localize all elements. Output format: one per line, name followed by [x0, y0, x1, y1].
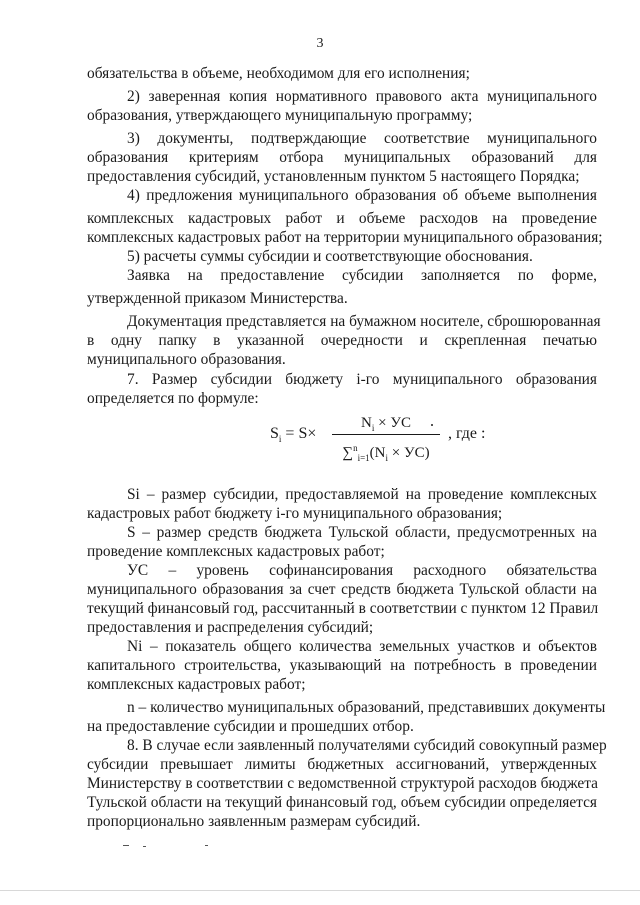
text-line: 4) предложения муниципального образования об объеме выполнения	[127, 187, 597, 204]
text-line: образования критериям отбора муниципальных образований для	[87, 149, 597, 166]
text-line: 3) документы, подтверждающие соответствие муниципального	[127, 130, 597, 147]
text-line: субсидии превышает лимиты бюджетных ассигнований, утвержденных	[87, 756, 597, 773]
text-line: Si – размер субсидии, предоставляемой на проведение комплексных	[127, 486, 597, 503]
text-line: 2) заверенная копия нормативного правового акта муниципального	[127, 88, 597, 105]
text-line: образования, утверждающего муниципальную программу;	[87, 107, 473, 124]
text-line: 8. В случае если заявленный получателями субсидий совокупный размер	[127, 737, 607, 754]
text-line: проведение комплексных кадастровых работ;	[87, 543, 385, 560]
text-line: муниципального образования.	[87, 351, 286, 368]
text-line: капитального строительства, указывающий на потребность в проведении	[87, 657, 597, 674]
page-number: 3	[316, 36, 324, 51]
text-line: кадастровых работ бюджету i-го муниципального образования;	[87, 505, 503, 522]
scan-speck	[205, 845, 208, 846]
subsidy-formula	[270, 413, 490, 463]
scan-speck	[143, 846, 146, 847]
text-line: 5) расчеты суммы субсидии и соответствующие обоснования.	[127, 248, 533, 265]
text-line: в одну папку в указанной очередности и скрепленная печатью	[87, 332, 597, 349]
fraction-bar	[332, 434, 440, 435]
text-line: обязательства в объеме, необходимом для его исполнения;	[87, 65, 470, 82]
text-line: муниципального образования за счет средств бюджета Тульской области на	[87, 581, 597, 598]
formula-where: , где :	[448, 425, 486, 442]
text-line: Ni – показатель общего количества земельных участков и объектов	[127, 638, 597, 655]
scan-speck	[123, 845, 129, 846]
formula-denominator: $\sum^n_{i=1}(N_i \times УС)$	[342, 443, 430, 463]
formula-fraction	[332, 413, 440, 463]
text-line: S – размер средств бюджета Тульской области, предусмотренных на	[127, 524, 597, 541]
text-line: Документация представляется на бумажном носителе, сброшюрованная	[127, 313, 601, 330]
scan-speck	[431, 424, 433, 426]
formula-numerator: $N_i$ × УС	[361, 415, 411, 433]
text-line: Тульской области на текущий финансовый год, объем субсидии определяется	[87, 794, 597, 811]
text-line: определяется по формуле:	[87, 390, 259, 407]
text-line: пропорционально заявленным размерам субсидий.	[87, 813, 421, 830]
text-line: комплексных кадастровых работ на территории муниципального образования;	[87, 229, 603, 246]
text-line: текущий финансовый год, рассчитанный в соответствии с пунктом 12 Правил	[87, 600, 599, 617]
scan-speck	[0, 890, 640, 891]
text-line: Министерству в соответствии с ведомственной структурой расходов бюджета	[87, 775, 598, 792]
formula-lhs: $S_i = S\times$	[270, 425, 317, 445]
text-line: предоставления субсидий, установленным пунктом 5 настоящего Порядка;	[87, 168, 580, 185]
text-line: комплексных кадастровых работ и объеме расходов на проведение	[87, 210, 597, 227]
text-line: на предоставление субсидии и прошедших отбор.	[87, 718, 414, 735]
text-line: УС – уровень софинансирования расходного обязательства	[127, 562, 597, 579]
text-line: комплексных кадастровых работ;	[87, 676, 306, 693]
text-line: Заявка на предоставление субсидии заполняется по форме,	[127, 267, 597, 284]
text-line: утвержденной приказом Министерства.	[87, 290, 348, 307]
text-line: предоставления и распределения субсидий;	[87, 619, 374, 636]
text-line: n – количество муниципальных образований, представивших документы	[127, 699, 606, 716]
text-line: 7. Размер субсидии бюджету i-го муниципального образования	[127, 371, 597, 388]
